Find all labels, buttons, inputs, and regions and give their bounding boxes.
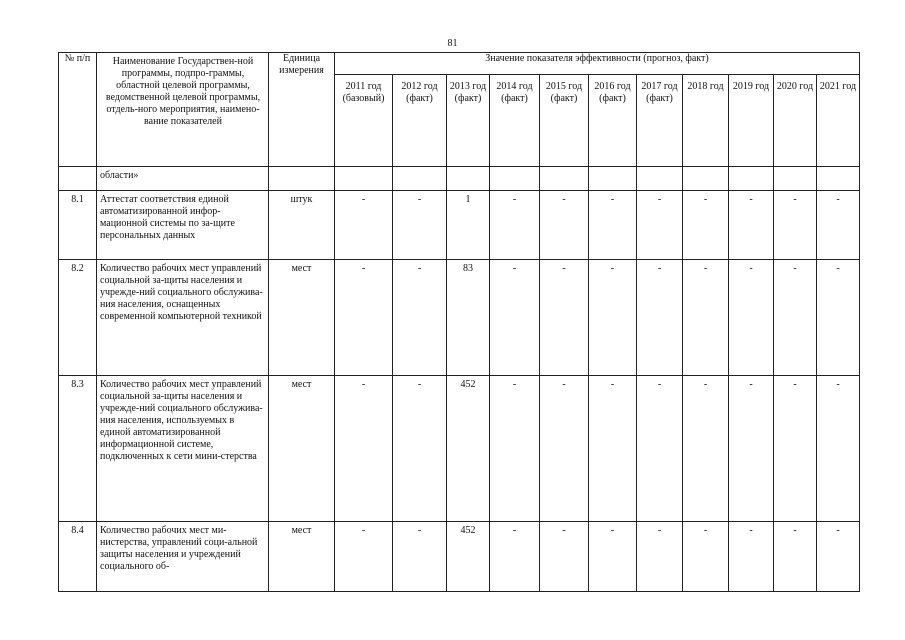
- row-value: [774, 167, 817, 191]
- row-value: -: [589, 522, 637, 592]
- row-unit: мест: [269, 522, 335, 592]
- row-name: Количество рабочих мест ми-нистерства, управлений соци-альной защиты населения и учреждений социального об-: [97, 522, 269, 592]
- row-value: -: [393, 376, 447, 522]
- row-num: 8.4: [59, 522, 97, 592]
- row-value: -: [683, 191, 729, 260]
- row-value: -: [540, 376, 589, 522]
- row-value: -: [335, 260, 393, 376]
- row-value: -: [637, 260, 683, 376]
- row-value: -: [335, 522, 393, 592]
- row-name: области»: [97, 167, 269, 191]
- row-num: 8.1: [59, 191, 97, 260]
- row-value: -: [817, 191, 860, 260]
- row-value: -: [490, 260, 540, 376]
- row-value: -: [729, 260, 774, 376]
- row-value: -: [729, 191, 774, 260]
- row-value: 1: [447, 191, 490, 260]
- table-row: [59, 191, 860, 260]
- table-row: [59, 522, 860, 592]
- row-value: -: [540, 191, 589, 260]
- row-value: -: [540, 522, 589, 592]
- header-year: 2016 год (факт): [589, 75, 637, 167]
- row-value: -: [589, 191, 637, 260]
- row-value: -: [335, 191, 393, 260]
- row-value: [817, 167, 860, 191]
- header-year: 2012 год (факт): [393, 75, 447, 167]
- row-value: [729, 167, 774, 191]
- header-year: 2011 год (базовый): [335, 75, 393, 167]
- row-value: -: [817, 376, 860, 522]
- header-year: 2017 год (факт): [637, 75, 683, 167]
- table-row: [59, 167, 860, 191]
- header-name: Наименование Государствен-ной программы, подпро-граммы, областной целевой программы, ведомственной целевой программы, отдель-ного мероприятия, наимено-вание показателей: [97, 53, 269, 167]
- row-value: 452: [447, 522, 490, 592]
- page-number: 81: [447, 38, 458, 49]
- row-value: [589, 167, 637, 191]
- row-num: [59, 167, 97, 191]
- row-value: -: [637, 191, 683, 260]
- row-unit: [269, 167, 335, 191]
- row-value: [393, 167, 447, 191]
- indicators-table: [58, 52, 860, 592]
- header-values-group: Значение показателя эффективности (прогноз, факт): [335, 53, 860, 75]
- header-year: 2018 год: [683, 75, 729, 167]
- row-value: -: [335, 376, 393, 522]
- header-year: 2020 год: [774, 75, 817, 167]
- row-unit: мест: [269, 376, 335, 522]
- row-name: Количество рабочих мест управлений социальной за-щиты населения и учрежде-ний социального обслужива-ния населения, оснащенных современной компьютерной техникой: [97, 260, 269, 376]
- row-value: 452: [447, 376, 490, 522]
- row-value: -: [490, 522, 540, 592]
- row-value: -: [683, 522, 729, 592]
- row-value: [540, 167, 589, 191]
- row-unit: мест: [269, 260, 335, 376]
- table-row: [59, 376, 860, 522]
- row-value: -: [637, 376, 683, 522]
- row-num: 8.2: [59, 260, 97, 376]
- row-value: -: [683, 376, 729, 522]
- header-year: 2021 год: [817, 75, 860, 167]
- header-year: 2019 год: [729, 75, 774, 167]
- header-year: 2014 год (факт): [490, 75, 540, 167]
- row-value: -: [393, 522, 447, 592]
- row-value: [637, 167, 683, 191]
- row-value: -: [729, 376, 774, 522]
- row-value: -: [774, 191, 817, 260]
- row-value: -: [774, 260, 817, 376]
- header-num: № п/п: [59, 53, 97, 167]
- row-value: -: [540, 260, 589, 376]
- row-name: Количество рабочих мест управлений социальной за-щиты населения и учрежде-ний социального обслужива-ния населения, используемых в единой автоматизированной информационной системе, подключенных к сети мини-стерства: [97, 376, 269, 522]
- row-value: -: [393, 260, 447, 376]
- row-value: -: [589, 376, 637, 522]
- row-value: [335, 167, 393, 191]
- header-unit: Единица измерения: [269, 53, 335, 167]
- row-value: -: [393, 191, 447, 260]
- row-num: 8.3: [59, 376, 97, 522]
- row-value: -: [490, 376, 540, 522]
- row-value: [683, 167, 729, 191]
- header-year: 2013 год (факт): [447, 75, 490, 167]
- row-value: [447, 167, 490, 191]
- row-value: -: [589, 260, 637, 376]
- row-value: -: [774, 522, 817, 592]
- row-value: -: [490, 191, 540, 260]
- header-year: 2015 год (факт): [540, 75, 589, 167]
- row-value: -: [774, 376, 817, 522]
- table-row: [59, 260, 860, 376]
- row-value: -: [683, 260, 729, 376]
- row-value: 83: [447, 260, 490, 376]
- row-name: Аттестат соответствия единой автоматизированной инфор-мационной системы по за-щите персональных данных: [97, 191, 269, 260]
- row-value: -: [817, 260, 860, 376]
- row-value: -: [637, 522, 683, 592]
- row-value: -: [817, 522, 860, 592]
- row-value: -: [729, 522, 774, 592]
- row-unit: штук: [269, 191, 335, 260]
- row-value: [490, 167, 540, 191]
